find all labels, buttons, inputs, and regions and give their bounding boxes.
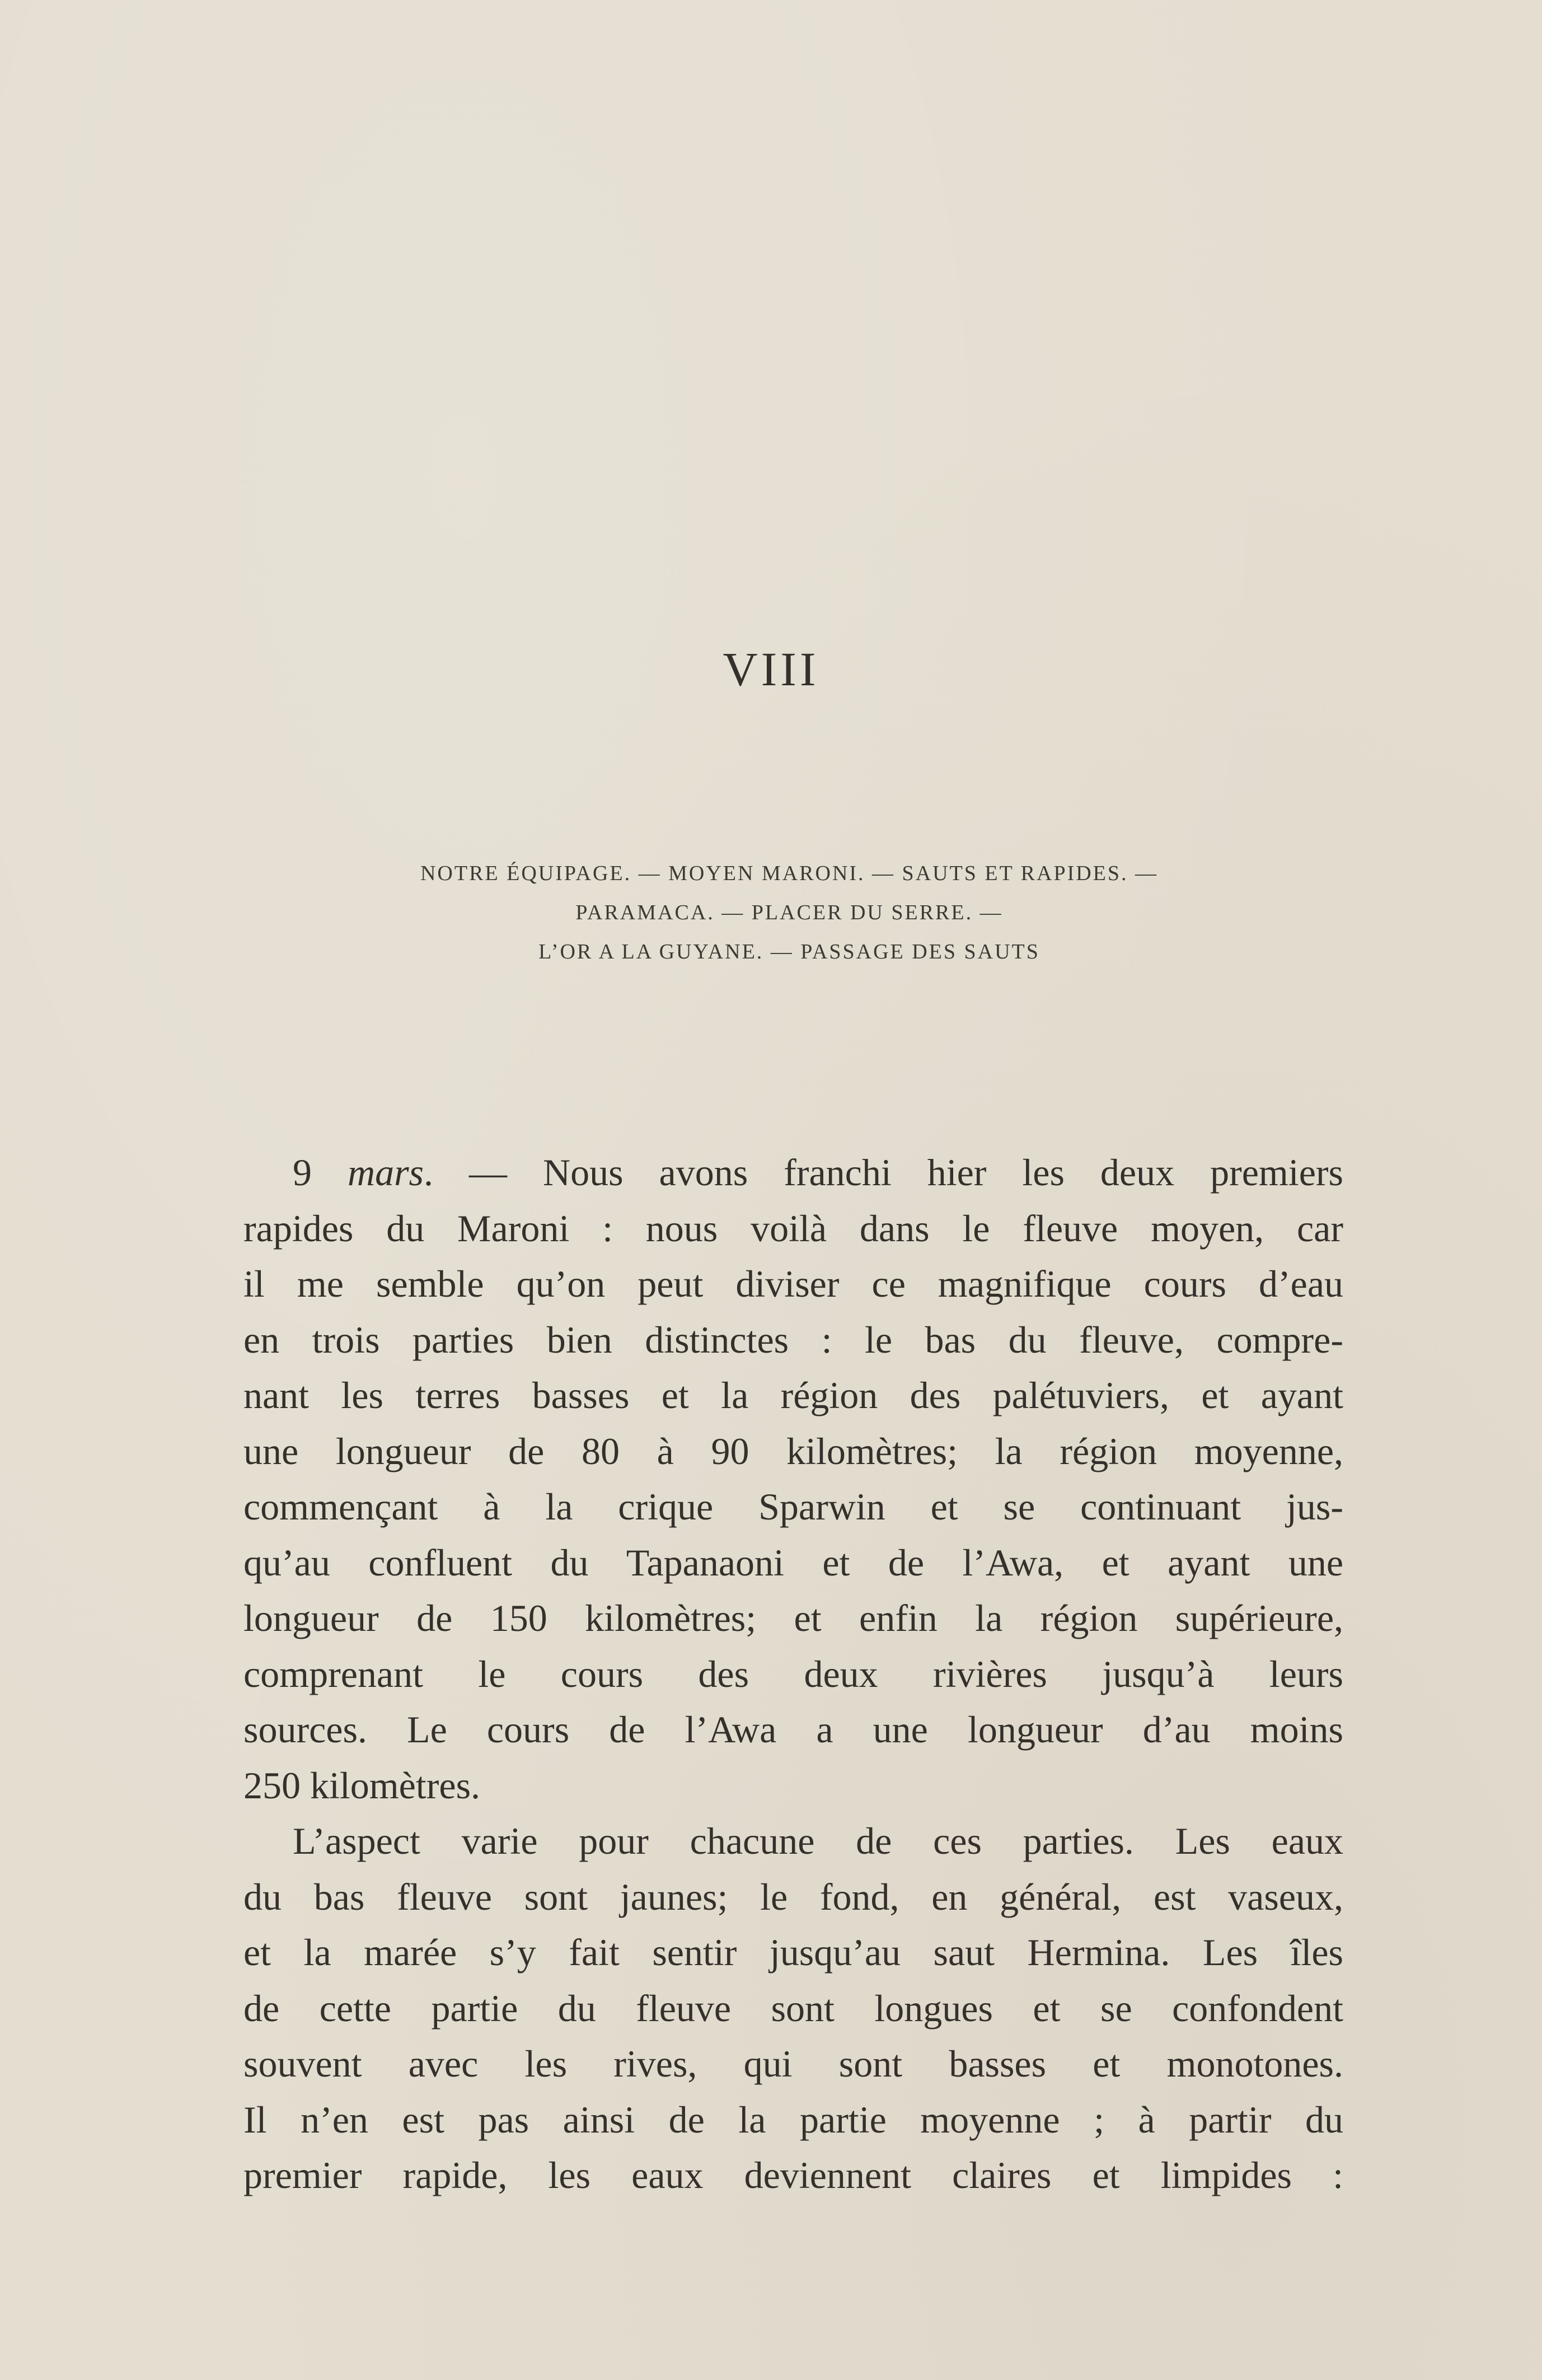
paragraph-line: commençant à la crique Sparwin et se continuant jus- [243,1485,1343,1528]
paragraph-line: et la marée s’y fait sentir jusqu’au saut Hermina. Les îles [243,1931,1343,1974]
paragraph-line: une longueur de 80 à 90 kilomètres; la région moyenne, [243,1429,1343,1472]
paragraph-line: il me semble qu’on peut diviser ce magnifique cours d’eau [243,1263,1343,1305]
paragraph-line: longueur de 150 kilomètres; et enfin la région supérieure, [243,1597,1343,1639]
paragraph-line: Il n’en est pas ainsi de la partie moyenne ; à partir du [243,2098,1343,2141]
paragraph-line: en trois parties bien distinctes : le bas du fleuve, compre- [243,1318,1343,1361]
paragraph-line: souvent avec les rives, qui sont basses et monotones. [243,2042,1343,2085]
paragraph-line: qu’au confluent du Tapanaoni et de l’Awa, et ayant une [243,1541,1343,1584]
paragraph-line-text: . — Nous avons franchi hier les deux premiers [424,1151,1343,1194]
paragraph-line: nant les terres basses et la région des palétuviers, et ayant [243,1374,1343,1416]
paragraph-line: de cette partie du fleuve sont longues et se confondent [243,1986,1343,2030]
paragraph-line [243,1145,1343,1201]
date-day: 9 [293,1151,312,1194]
summary-line: NOTRE ÉQUIPAGE. — MOYEN MARONI. — SAUTS ET RAPIDES. — [420,862,1159,885]
date-month: mars [347,1151,424,1194]
chapter-summary [313,854,1265,971]
paragraph-line: L’aspect varie pour chacune de ces parties. Les eaux [293,1820,1343,1862]
paragraph-line: du bas fleuve sont jaunes; le fond, en général, est vaseux, [243,1875,1343,1918]
paragraph-line: 250 kilomètres. [243,1764,481,1807]
chapter-number: VIII [723,642,819,696]
paragraph-line: comprenant le cours des deux rivières jusqu’à leurs [243,1652,1343,1695]
summary-line: L’OR A LA GUYANE. — PASSAGE DES SAUTS [538,940,1040,964]
body-text [243,1145,1343,2204]
summary-line: PARAMACA. — PLACER DU SERRE. — [575,901,1003,924]
paragraph-line: sources. Le cours de l’Awa a une longueur d’au moins [243,1708,1343,1751]
paragraph-line: premier rapide, les eaux deviennent claires et limpides : [243,2154,1343,2196]
paragraph-line: rapides du Maroni : nous voilà dans le fleuve moyen, car [243,1207,1343,1250]
